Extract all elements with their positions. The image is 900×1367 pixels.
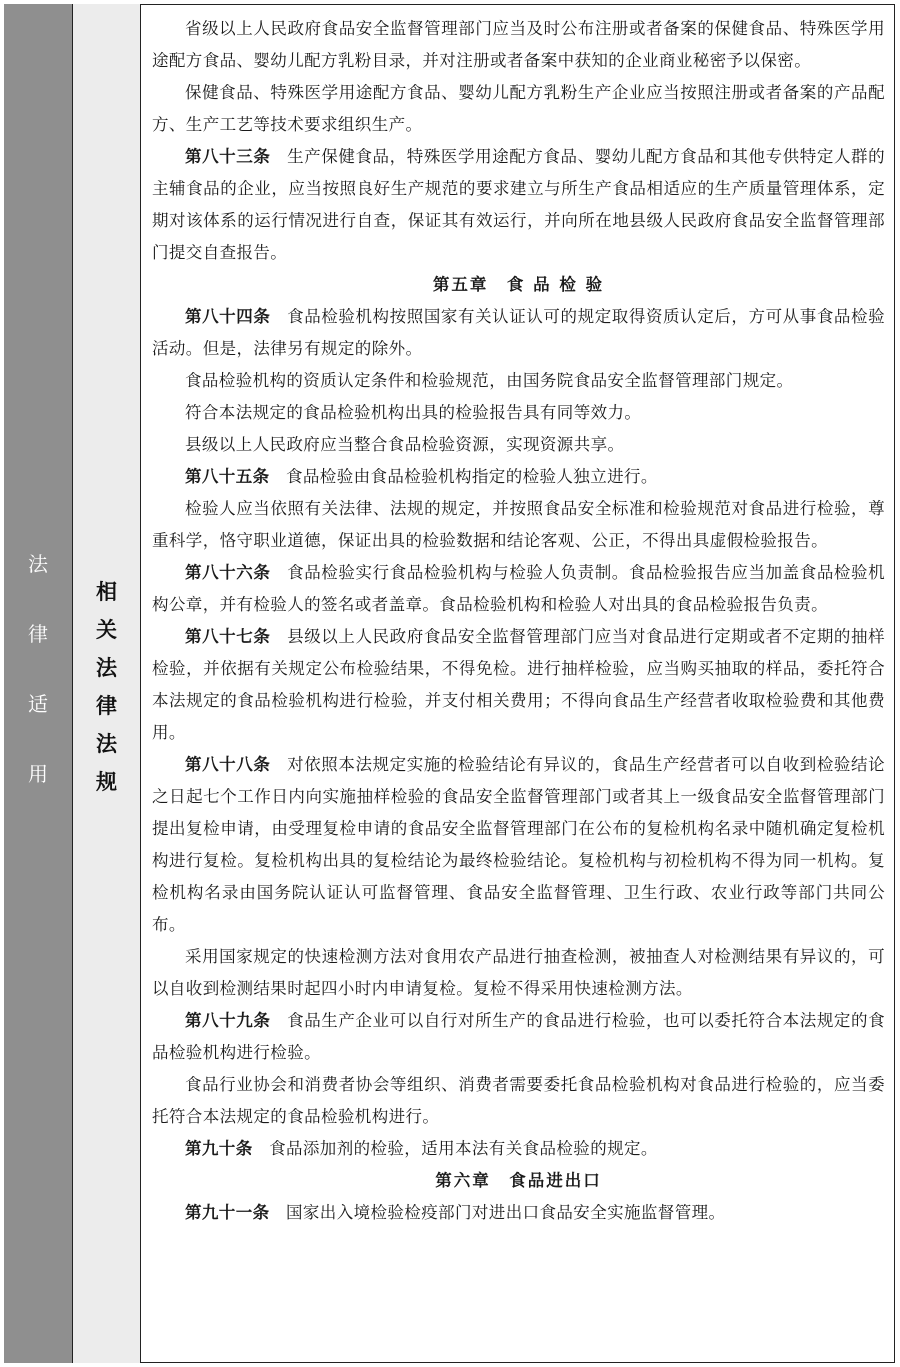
paragraph-text: 生产保健食品，特殊医学用途配方食品、婴幼儿配方食品和其他专供特定人群的主辅食品的企业，应当按照良好生产规范的要求建立与所生产食品相适应的生产质量管理体系，定期对该体系的运行情况进行自查，保证其有效运行，并向所在地县级人民政府食品安全监督管理部门提交自查报告。	[152, 147, 885, 262]
law-paragraph	[152, 429, 885, 461]
paragraph-text: 食品检验机构的资质认定条件和检验规范，由国务院食品安全监督管理部门规定。	[185, 371, 794, 390]
paragraph-text: 国家出入境检验检疫部门对进出口食品安全实施监督管理。	[286, 1203, 726, 1222]
article-number: 第八十五条	[185, 467, 270, 486]
article-number: 第八十六条	[185, 563, 271, 582]
chapter-heading: 第五章 食 品 检 验	[432, 275, 605, 294]
sidebar-category-column	[4, 4, 73, 1363]
paragraph-text: 对依照本法规定实施的检验结论有异议的，食品生产经营者可以自收到检验结论之日起七个工作日内向实施抽样检验的食品安全监督管理部门或者其上一级食品安全监督管理部门提出复检申请，由受理复检申请的食品安全监督管理部门在公布的复检机构名录中随机确定复检机构进行复检。复检机构出具的复检结论为最终检验结论。复检机构与初检机构不得为同一机构。复检机构名录由国务院认证认可监督管理、食品安全监督管理、卫生行政、农业行政等部门共同公布。	[152, 755, 885, 934]
paragraph-text: 采用国家规定的快速检测方法对食用农产品进行抽查检测，被抽查人对检测结果有异议的，可以自收到检测结果时起四小时内申请复检。复检不得采用快速检测方法。	[152, 947, 885, 998]
article-number: 第八十八条	[185, 755, 271, 774]
sidebar-subcategory-char: 法	[96, 656, 117, 680]
law-paragraph	[152, 557, 885, 621]
law-paragraph	[152, 397, 885, 429]
paragraph-text: 县级以上人民政府食品安全监督管理部门应当对食品进行定期或者不定期的抽样检验，并依据有关规定公布检验结果，不得免检。进行抽样检验，应当购买抽取的样品，委托符合本法规定的食品检验机构进行检验，并支付相关费用；不得向食品生产经营者收取检验费和其他费用。	[152, 627, 885, 742]
law-paragraph	[152, 493, 885, 557]
law-paragraph	[152, 1133, 885, 1165]
paragraph-text: 县级以上人民政府应当整合食品检验资源，实现资源共享。	[185, 435, 625, 454]
sidebar-subcategory-char: 规	[96, 770, 117, 794]
law-paragraph	[152, 461, 885, 493]
paragraph-text: 检验人应当依照有关法律、法规的规定，并按照食品安全标准和检验规范对食品进行检验，尊重科学，恪守职业道德，保证出具的检验数据和结论客观、公正，不得出具虚假检验报告。	[152, 499, 885, 550]
law-paragraph	[152, 1005, 885, 1069]
article-number: 第九十条	[185, 1139, 253, 1158]
paragraph-text: 食品检验由食品检验机构指定的检验人独立进行。	[286, 467, 658, 486]
law-paragraph	[152, 621, 885, 749]
paragraph-text: 省级以上人民政府食品安全监督管理部门应当及时公布注册或者备案的保健食品、特殊医学用途配方食品、婴幼儿配方乳粉目录，并对注册或者备案中获知的企业商业秘密予以保密。	[152, 19, 885, 70]
article-number: 第八十九条	[185, 1011, 271, 1030]
sidebar-category-char: 法	[28, 552, 48, 576]
law-paragraph	[152, 365, 885, 397]
law-text-body	[152, 13, 885, 1229]
paragraph-text: 食品生产企业可以自行对所生产的食品进行检验，也可以委托符合本法规定的食品检验机构进行检验。	[152, 1011, 885, 1062]
sidebar-category-char: 适	[28, 692, 48, 716]
sidebar-subcategory-char: 法	[96, 732, 117, 756]
sidebar-subcategory-char: 相	[96, 580, 117, 604]
sidebar-subcategory-column	[73, 4, 141, 1363]
law-paragraph	[152, 1197, 885, 1229]
paragraph-text: 保健食品、特殊医学用途配方食品、婴幼儿配方乳粉生产企业应当按照注册或者备案的产品配方、生产工艺等技术要求组织生产。	[152, 83, 885, 134]
sidebar-subcategory-char: 律	[96, 694, 117, 718]
article-number: 第八十四条	[185, 307, 271, 326]
law-paragraph	[152, 301, 885, 365]
paragraph-text: 食品添加剂的检验，适用本法有关食品检验的规定。	[269, 1139, 658, 1158]
sidebar-subcategory-char: 关	[96, 618, 117, 642]
law-paragraph	[152, 77, 885, 141]
law-paragraph	[152, 1069, 885, 1133]
article-number: 第九十一条	[185, 1203, 270, 1222]
law-paragraph	[152, 141, 885, 269]
sidebar-category-char: 律	[28, 622, 48, 646]
sidebar-category-char: 用	[28, 762, 48, 786]
law-paragraph	[152, 749, 885, 941]
chapter-heading: 第六章 食品进出口	[435, 1171, 602, 1190]
paragraph-text: 食品行业协会和消费者协会等组织、消费者需要委托食品检验机构对食品进行检验的，应当委托符合本法规定的食品检验机构进行。	[152, 1075, 885, 1126]
paragraph-text: 食品检验实行食品检验机构与检验人负责制。食品检验报告应当加盖食品检验机构公章，并有检验人的签名或者盖章。食品检验机构和检验人对出具的食品检验报告负责。	[152, 563, 885, 614]
paragraph-text: 食品检验机构按照国家有关认证认可的规定取得资质认定后，方可从事食品检验活动。但是，法律另有规定的除外。	[152, 307, 885, 358]
article-number: 第八十三条	[185, 147, 271, 166]
paragraph-text: 符合本法规定的食品检验机构出具的检验报告具有同等效力。	[185, 403, 642, 422]
law-paragraph	[152, 941, 885, 1005]
article-number: 第八十七条	[185, 627, 271, 646]
law-paragraph	[152, 13, 885, 77]
